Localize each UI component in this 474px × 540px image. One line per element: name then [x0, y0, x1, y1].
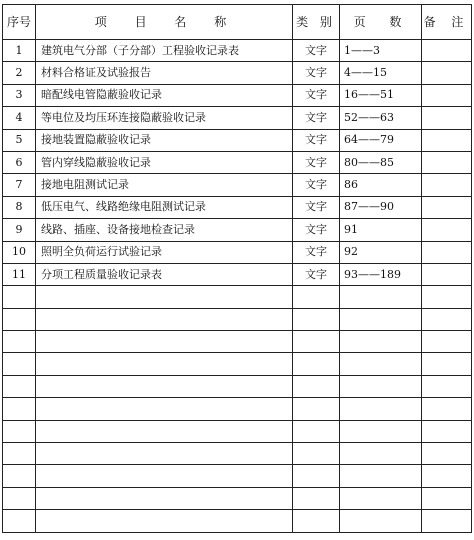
cell-item-name: 低压电气、线路绝缘电阻测试记录: [36, 196, 293, 218]
cell-category: 文字: [293, 219, 340, 241]
cell-page-range: 86: [340, 174, 422, 196]
cell-page-range: 80——85: [340, 151, 422, 173]
cell-remarks: [422, 308, 472, 330]
cell-remarks: [422, 510, 472, 532]
cell-category: 文字: [293, 84, 340, 106]
cell-category: 文字: [293, 62, 340, 84]
table-row: [3, 331, 472, 353]
header-serial-number: 序号: [3, 5, 36, 40]
cell-serial-number: 7: [3, 174, 36, 196]
table-body: [3, 5, 472, 533]
cell-category: 文字: [293, 174, 340, 196]
cell-remarks: [422, 151, 472, 173]
cell-item-name: 照明全负荷运行试验记录: [36, 241, 293, 263]
cell-serial-number: 5: [3, 129, 36, 151]
cell-item-name: [36, 487, 293, 509]
cell-item-name: [36, 510, 293, 532]
cell-remarks: [422, 219, 472, 241]
cell-serial-number: [3, 375, 36, 397]
cell-remarks: [422, 62, 472, 84]
cell-category: 文字: [293, 107, 340, 129]
table-row: [3, 510, 472, 532]
cell-category: 文字: [293, 129, 340, 151]
cell-item-name: [36, 443, 293, 465]
cell-serial-number: [3, 443, 36, 465]
cell-item-name: [36, 465, 293, 487]
cell-category: [293, 375, 340, 397]
cell-serial-number: [3, 353, 36, 375]
cell-category: [293, 420, 340, 442]
cell-category: [293, 443, 340, 465]
table-row: [3, 241, 472, 263]
cell-category: 文字: [293, 263, 340, 285]
cell-remarks: [422, 443, 472, 465]
table-row: [3, 353, 472, 375]
cell-remarks: [422, 107, 472, 129]
cell-serial-number: 4: [3, 107, 36, 129]
cell-remarks: [422, 487, 472, 509]
cell-item-name: [36, 353, 293, 375]
document-index-table: [2, 4, 472, 533]
table-row: [3, 174, 472, 196]
cell-page-range: [340, 353, 422, 375]
cell-page-range: 64——79: [340, 129, 422, 151]
cell-serial-number: 9: [3, 219, 36, 241]
cell-remarks: [422, 353, 472, 375]
cell-page-range: [340, 398, 422, 420]
cell-remarks: [422, 331, 472, 353]
cell-item-name: 建筑电气分部（子分部）工程验收记录表: [36, 40, 293, 62]
cell-item-name: [36, 375, 293, 397]
cell-serial-number: [3, 286, 36, 308]
cell-serial-number: 10: [3, 241, 36, 263]
header-page-count: 页 数: [340, 5, 422, 40]
cell-page-range: 87——90: [340, 196, 422, 218]
cell-page-range: 92: [340, 241, 422, 263]
cell-category: [293, 308, 340, 330]
cell-page-range: [340, 420, 422, 442]
cell-page-range: 16——51: [340, 84, 422, 106]
cell-serial-number: 8: [3, 196, 36, 218]
cell-item-name: [36, 286, 293, 308]
table-row: [3, 398, 472, 420]
cell-remarks: [422, 420, 472, 442]
cell-page-range: 1——3: [340, 40, 422, 62]
cell-category: [293, 465, 340, 487]
cell-item-name: [36, 420, 293, 442]
table-row: [3, 129, 472, 151]
table-row: [3, 308, 472, 330]
cell-serial-number: 2: [3, 62, 36, 84]
cell-category: [293, 398, 340, 420]
table-row: [3, 151, 472, 173]
cell-page-range: [340, 487, 422, 509]
cell-category: [293, 353, 340, 375]
table-row: [3, 219, 472, 241]
cell-remarks: [422, 241, 472, 263]
cell-serial-number: [3, 420, 36, 442]
header-category: 类 别: [293, 5, 340, 40]
cell-item-name: 分项工程质量验收记录表: [36, 263, 293, 285]
cell-remarks: [422, 286, 472, 308]
cell-item-name: 接地装置隐蔽验收记录: [36, 129, 293, 151]
cell-page-range: [340, 465, 422, 487]
table-row: [3, 286, 472, 308]
cell-item-name: [36, 308, 293, 330]
cell-remarks: [422, 465, 472, 487]
cell-item-name: 管内穿线隐蔽验收记录: [36, 151, 293, 173]
cell-serial-number: [3, 398, 36, 420]
table-row: [3, 443, 472, 465]
cell-remarks: [422, 84, 472, 106]
cell-remarks: [422, 174, 472, 196]
cell-page-range: [340, 308, 422, 330]
cell-page-range: 91: [340, 219, 422, 241]
cell-page-range: [340, 510, 422, 532]
cell-serial-number: [3, 487, 36, 509]
table-row: [3, 263, 472, 285]
cell-category: [293, 286, 340, 308]
cell-item-name: 暗配线电管隐蔽验收记录: [36, 84, 293, 106]
table-row: [3, 487, 472, 509]
cell-remarks: [422, 196, 472, 218]
cell-item-name: [36, 398, 293, 420]
table-row: [3, 84, 472, 106]
cell-item-name: 接地电阻测试记录: [36, 174, 293, 196]
cell-serial-number: [3, 465, 36, 487]
cell-remarks: [422, 263, 472, 285]
table-row: [3, 196, 472, 218]
cell-serial-number: 3: [3, 84, 36, 106]
cell-page-range: [340, 443, 422, 465]
table-row: [3, 40, 472, 62]
cell-category: 文字: [293, 40, 340, 62]
cell-category: [293, 331, 340, 353]
cell-category: [293, 487, 340, 509]
cell-item-name: 等电位及均压环连接隐蔽验收记录: [36, 107, 293, 129]
cell-page-range: 4——15: [340, 62, 422, 84]
cell-page-range: 93——189: [340, 263, 422, 285]
cell-serial-number: 11: [3, 263, 36, 285]
header-item-name: 项 目 名 称: [36, 5, 293, 40]
cell-serial-number: [3, 510, 36, 532]
cell-serial-number: [3, 308, 36, 330]
cell-item-name: [36, 331, 293, 353]
cell-page-range: [340, 286, 422, 308]
table-row: [3, 62, 472, 84]
cell-serial-number: 6: [3, 151, 36, 173]
cell-category: 文字: [293, 196, 340, 218]
cell-remarks: [422, 375, 472, 397]
cell-page-range: 52——63: [340, 107, 422, 129]
cell-remarks: [422, 398, 472, 420]
cell-item-name: 材料合格证及试验报告: [36, 62, 293, 84]
table-row: [3, 107, 472, 129]
cell-item-name: 线路、插座、设备接地检查记录: [36, 219, 293, 241]
cell-page-range: [340, 375, 422, 397]
cell-category: 文字: [293, 151, 340, 173]
cell-serial-number: [3, 331, 36, 353]
cell-category: 文字: [293, 241, 340, 263]
header-remarks: 备 注: [422, 5, 472, 40]
table-row: [3, 375, 472, 397]
cell-serial-number: 1: [3, 40, 36, 62]
cell-remarks: [422, 129, 472, 151]
cell-remarks: [422, 40, 472, 62]
cell-category: [293, 510, 340, 532]
table-row: [3, 420, 472, 442]
table-row: [3, 465, 472, 487]
table-header-row: [3, 5, 472, 40]
cell-page-range: [340, 331, 422, 353]
